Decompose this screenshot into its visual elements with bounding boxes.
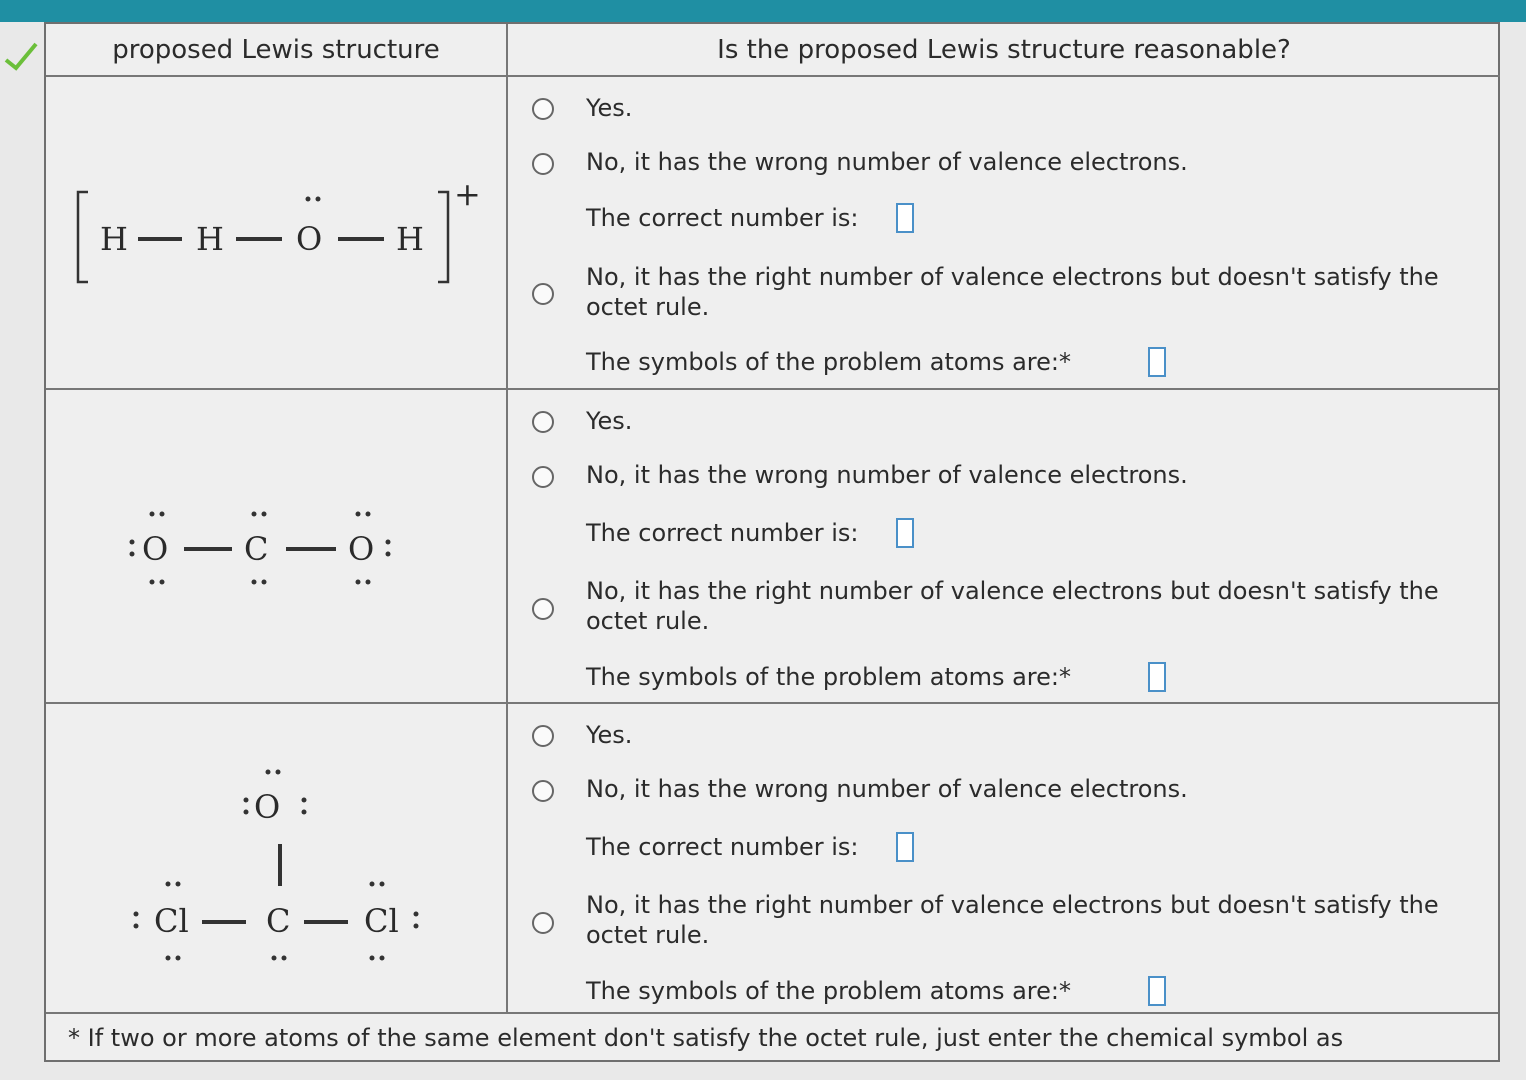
lewis-structure-cocl2 bbox=[46, 704, 506, 1010]
header-proposed-structure: proposed Lewis structure bbox=[46, 24, 508, 77]
correct-number-label: The correct number is: bbox=[586, 833, 859, 861]
problem-atoms-input[interactable] bbox=[1148, 976, 1166, 1006]
lone-pair-dot bbox=[130, 552, 135, 557]
lone-pair-dot bbox=[262, 512, 267, 517]
right-bracket bbox=[438, 192, 448, 282]
problem-atoms-label: The symbols of the problem atoms are:* bbox=[586, 663, 1071, 691]
lone-pair-dot bbox=[356, 580, 361, 585]
atom-o: O bbox=[254, 788, 281, 826]
atom-o: O bbox=[296, 220, 323, 258]
lone-pair-dot bbox=[252, 512, 257, 517]
lone-pair-dot bbox=[380, 956, 385, 961]
atom-o: O bbox=[142, 530, 169, 568]
lone-pair-dot bbox=[282, 956, 287, 961]
lone-pair-dot bbox=[370, 882, 375, 887]
lone-pair-dot bbox=[130, 540, 135, 545]
lone-pair-dot bbox=[266, 770, 271, 775]
lone-pair-dot bbox=[386, 540, 391, 545]
lewis-structure-cell bbox=[46, 77, 508, 388]
lewis-structure-oco bbox=[46, 390, 506, 700]
problem-atoms-label: The symbols of the problem atoms are:* bbox=[586, 348, 1071, 376]
lewis-structure-cell bbox=[46, 390, 508, 702]
lone-pair-dot bbox=[316, 197, 321, 202]
option-yes-label: Yes. bbox=[586, 721, 633, 749]
radio-wrong-count[interactable] bbox=[532, 153, 554, 175]
table-row bbox=[46, 704, 1498, 1014]
header-reasonable: Is the proposed Lewis structure reasonable? bbox=[508, 24, 1500, 77]
option-octet-label: No, it has the right number of valence electrons but doesn't satisfy the octet rule. bbox=[586, 891, 1439, 949]
option-wrong-count-label: No, it has the wrong number of valence electrons. bbox=[586, 148, 1188, 176]
radio-octet[interactable] bbox=[532, 912, 554, 934]
correct-number-label: The correct number is: bbox=[586, 204, 859, 232]
lone-pair-dot bbox=[414, 912, 419, 917]
table-row bbox=[46, 77, 1498, 390]
footnote: * If two or more atoms of the same element don't satisfy the octet rule, just enter the chemical symbol as bbox=[68, 1024, 1344, 1052]
atom-c: C bbox=[244, 530, 269, 568]
atom-cl: Cl bbox=[364, 902, 399, 940]
problem-atoms-label: The symbols of the problem atoms are:* bbox=[586, 977, 1071, 1005]
answer-cell bbox=[508, 77, 1498, 388]
lone-pair-dot bbox=[366, 580, 371, 585]
radio-yes[interactable] bbox=[532, 411, 554, 433]
lone-pair-dot bbox=[150, 580, 155, 585]
problem-atoms-input[interactable] bbox=[1148, 347, 1166, 377]
radio-wrong-count[interactable] bbox=[532, 780, 554, 802]
lewis-structure-hhoh bbox=[46, 77, 506, 387]
charge-label: + bbox=[454, 175, 481, 213]
lone-pair-dot bbox=[176, 882, 181, 887]
option-wrong-count-label: No, it has the wrong number of valence electrons. bbox=[586, 461, 1188, 489]
lone-pair-dot bbox=[306, 197, 311, 202]
lone-pair-dot bbox=[166, 956, 171, 961]
lone-pair-dot bbox=[252, 580, 257, 585]
lone-pair-dot bbox=[160, 580, 165, 585]
atom-c: C bbox=[266, 902, 291, 940]
atom-h: H bbox=[396, 220, 424, 258]
lone-pair-dot bbox=[380, 882, 385, 887]
lone-pair-dot bbox=[370, 956, 375, 961]
radio-octet[interactable] bbox=[532, 598, 554, 620]
problem-atoms-input[interactable] bbox=[1148, 662, 1166, 692]
lewis-structure-cell bbox=[46, 704, 508, 1012]
table-row bbox=[46, 390, 1498, 704]
lone-pair-dot bbox=[244, 798, 249, 803]
lone-pair-dot bbox=[302, 810, 307, 815]
option-wrong-count-label: No, it has the wrong number of valence electrons. bbox=[586, 775, 1188, 803]
answer-cell bbox=[508, 390, 1498, 702]
radio-wrong-count[interactable] bbox=[532, 466, 554, 488]
correct-number-label: The correct number is: bbox=[586, 519, 859, 547]
lone-pair-dot bbox=[414, 924, 419, 929]
option-yes-label: Yes. bbox=[586, 407, 633, 435]
radio-octet[interactable] bbox=[532, 283, 554, 305]
radio-yes[interactable] bbox=[532, 98, 554, 120]
lone-pair-dot bbox=[244, 810, 249, 815]
lone-pair-dot bbox=[356, 512, 361, 517]
lone-pair-dot bbox=[276, 770, 281, 775]
atom-cl: Cl bbox=[154, 902, 189, 940]
lone-pair-dot bbox=[150, 512, 155, 517]
atom-h: H bbox=[100, 220, 128, 258]
lone-pair-dot bbox=[302, 798, 307, 803]
lone-pair-dot bbox=[160, 512, 165, 517]
checkmark-icon bbox=[2, 38, 40, 74]
correct-number-input[interactable] bbox=[896, 518, 914, 548]
atom-h: H bbox=[196, 220, 224, 258]
answer-cell bbox=[508, 704, 1498, 1012]
lone-pair-dot bbox=[134, 924, 139, 929]
lone-pair-dot bbox=[272, 956, 277, 961]
option-octet-label: No, it has the right number of valence electrons but doesn't satisfy the octet rule. bbox=[586, 263, 1439, 321]
lone-pair-dot bbox=[386, 552, 391, 557]
top-accent-bar bbox=[0, 0, 1526, 22]
option-yes-label: Yes. bbox=[586, 94, 633, 122]
radio-yes[interactable] bbox=[532, 725, 554, 747]
correct-number-input[interactable] bbox=[896, 203, 914, 233]
left-bracket bbox=[78, 192, 88, 282]
lone-pair-dot bbox=[366, 512, 371, 517]
atom-o: O bbox=[348, 530, 375, 568]
correct-number-input[interactable] bbox=[896, 832, 914, 862]
lone-pair-dot bbox=[262, 580, 267, 585]
lone-pair-dot bbox=[166, 882, 171, 887]
option-octet-label: No, it has the right number of valence electrons but doesn't satisfy the octet rule. bbox=[586, 577, 1439, 635]
lone-pair-dot bbox=[176, 956, 181, 961]
lewis-structure-table bbox=[44, 22, 1500, 1062]
lone-pair-dot bbox=[134, 912, 139, 917]
